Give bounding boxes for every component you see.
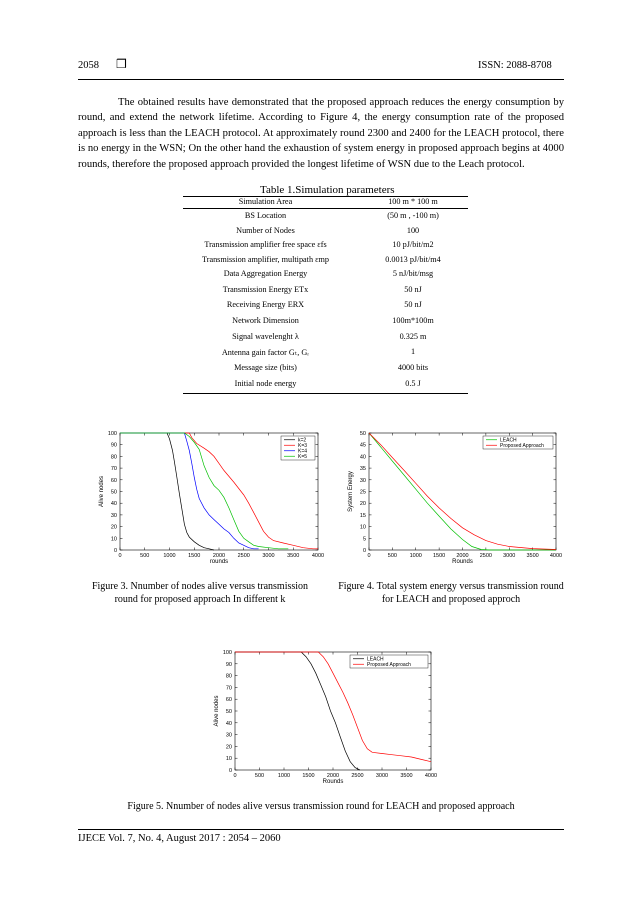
x-tick-label: 3500 bbox=[526, 553, 539, 559]
x-tick-label: 3500 bbox=[400, 773, 413, 779]
table-cell-parameter: Number of Nodes bbox=[236, 225, 295, 235]
y-tick-label: 35 bbox=[359, 466, 366, 473]
table-cell-value: 0.0013 pJ/bit/m4 bbox=[385, 254, 441, 264]
x-tick-label: 2500 bbox=[479, 553, 492, 559]
legend-label: k=2 bbox=[298, 437, 307, 444]
x-tick-label: 2000 bbox=[212, 553, 226, 559]
table-header-row bbox=[183, 197, 468, 209]
table-cell-value: 5 nJ/bit/msg bbox=[392, 269, 434, 278]
y-tick-label: 30 bbox=[225, 732, 232, 739]
x-tick-label: 2000 bbox=[456, 553, 469, 559]
y-tick-label: 70 bbox=[225, 685, 232, 692]
y-tick-label: 25 bbox=[359, 489, 366, 496]
x-axis-label: Rounds bbox=[452, 559, 473, 565]
y-tick-label: 10 bbox=[359, 524, 366, 531]
table-row bbox=[183, 330, 468, 346]
x-tick-label: 4000 bbox=[549, 553, 563, 559]
figure-3-caption: Figure 3. Nnumber of nodes alive versus transmission round for proposed approach In different k bbox=[91, 581, 309, 605]
y-tick-label: 20 bbox=[110, 524, 117, 531]
table-cell-value: 0.5 J bbox=[405, 378, 421, 388]
y-axis-label: Alive nodes bbox=[99, 475, 105, 508]
y-tick-label: 30 bbox=[359, 477, 366, 484]
table-row bbox=[183, 238, 468, 253]
x-tick-label: 0 bbox=[233, 773, 237, 779]
table-cell-parameter: Transmission Energy ETx bbox=[222, 284, 309, 294]
x-tick-label: 4000 bbox=[424, 773, 438, 779]
table-row bbox=[183, 361, 468, 377]
y-tick-label: 80 bbox=[110, 454, 117, 461]
x-tick-label: 500 bbox=[387, 553, 397, 559]
table-cell-parameter: Signal wavelenght λ bbox=[232, 331, 299, 341]
y-tick-label: 0 bbox=[228, 768, 232, 774]
table-cell-value: 100 bbox=[406, 225, 420, 235]
table-cell-parameter: Antenna gain factor Gₜ, Gᵣ bbox=[221, 348, 310, 358]
issn: ISSN: 2088-8708 bbox=[478, 60, 552, 71]
table-cell-parameter: Receiving Energy ERX bbox=[226, 300, 305, 310]
legend-label: K=3 bbox=[298, 443, 308, 450]
legend-label: Proposed Approach bbox=[367, 662, 411, 669]
table-cell-parameter: Message size (bits) bbox=[234, 363, 297, 373]
y-tick-label: 0 bbox=[113, 548, 117, 554]
y-tick-label: 40 bbox=[225, 720, 232, 727]
x-tick-label: 2500 bbox=[351, 773, 364, 779]
footer-citation: IJECE Vol. 7, No. 4, August 2017 : 2054 – 2060 bbox=[78, 833, 281, 844]
table-cell-value: 0.325 m bbox=[399, 331, 427, 341]
table-title: Table 1.Simulation parameters bbox=[260, 184, 395, 196]
y-tick-label: 40 bbox=[359, 454, 366, 461]
x-tick-label: 2000 bbox=[326, 773, 340, 779]
body-paragraph bbox=[78, 95, 564, 172]
y-axis-label: System Energy bbox=[348, 471, 354, 512]
table-cell-value: 50 nJ bbox=[404, 284, 422, 294]
x-axis-label: Rounds bbox=[322, 779, 344, 785]
y-tick-label: 10 bbox=[110, 536, 117, 543]
x-tick-label: 0 bbox=[118, 553, 122, 559]
table-row bbox=[183, 209, 468, 224]
figure-5-chart bbox=[205, 645, 445, 791]
x-axis-label: rounds bbox=[209, 559, 229, 565]
figure-3-chart bbox=[90, 425, 336, 571]
table-cell-parameter: Transmission amplifier, multipath εmp bbox=[202, 254, 329, 264]
table-cell-value: 50 nJ bbox=[404, 300, 422, 310]
table-cell-parameter: Transmission amplifier free space εfs bbox=[204, 240, 327, 249]
y-tick-label: 60 bbox=[225, 697, 232, 704]
table-row bbox=[183, 283, 468, 299]
figure-4-chart bbox=[340, 425, 570, 571]
table-cell-value: 100 m * 100 m bbox=[388, 197, 438, 206]
table-row bbox=[183, 314, 468, 330]
x-tick-label: 500 bbox=[140, 553, 150, 559]
checkbox-symbol-icon: ❒ bbox=[116, 57, 127, 71]
plot-area bbox=[369, 433, 556, 550]
x-tick-label: 1500 bbox=[188, 553, 201, 559]
y-tick-label: 80 bbox=[225, 673, 232, 680]
x-tick-label: 500 bbox=[254, 773, 265, 779]
page-number: 2058 bbox=[78, 60, 99, 71]
y-tick-label: 10 bbox=[225, 756, 232, 763]
legend-label: K=5 bbox=[298, 454, 308, 461]
plot-area bbox=[235, 652, 431, 770]
y-tick-label: 20 bbox=[225, 744, 232, 751]
y-tick-label: 50 bbox=[359, 431, 366, 437]
x-tick-label: 1000 bbox=[163, 553, 176, 559]
table-cell-parameter: Network Dimension bbox=[232, 316, 299, 326]
x-tick-label: 3000 bbox=[375, 773, 389, 779]
table-row bbox=[183, 345, 468, 361]
table-cell-parameter: Simulation Area bbox=[238, 197, 293, 206]
y-tick-label: 0 bbox=[362, 548, 366, 554]
header-rule bbox=[78, 79, 564, 80]
figure-4-caption: Figure 4. Total system energy versus transmission round for LEACH and proposed approch bbox=[338, 581, 564, 605]
table-row bbox=[183, 298, 468, 314]
table-cell-value: (50 m , -100 m) bbox=[387, 211, 439, 220]
y-tick-label: 45 bbox=[359, 442, 366, 449]
x-tick-label: 4000 bbox=[311, 553, 325, 559]
y-tick-label: 5 bbox=[362, 536, 366, 543]
x-tick-label: 1500 bbox=[433, 553, 446, 559]
y-tick-label: 50 bbox=[110, 489, 117, 496]
table-cell-parameter: Initial node energy bbox=[234, 378, 297, 388]
y-tick-label: 100 bbox=[107, 431, 117, 437]
y-axis-label: Alive nodes bbox=[214, 695, 220, 727]
x-tick-label: 3000 bbox=[262, 553, 275, 559]
legend-label: LEACH bbox=[500, 437, 517, 444]
table-row bbox=[183, 377, 468, 393]
paragraph-text: The obtained results have demonstrated that the proposed approach reduces the energy consumption by round, and extend the network lifetime. According to Figure 4, the energy consumption rate of the proposed approach is less than the LEACH protocol. At approximately round 2300 and 2400 for the LEACH protocol, there is no energy in the WSN; On the other hand the exhaustion of system energy in proposed approach begins at 4000 rounds, therefore the proposed approach provided the longest lifetime of WSN due to the Leach protocol. bbox=[78, 97, 564, 170]
table-cell-value: 1 bbox=[410, 347, 416, 357]
y-tick-label: 20 bbox=[359, 501, 366, 508]
table-cell-value: 4000 bits bbox=[397, 363, 429, 373]
y-tick-label: 100 bbox=[222, 650, 232, 656]
y-tick-label: 70 bbox=[110, 466, 117, 473]
legend-label: LEACH bbox=[367, 656, 384, 663]
legend-label: Proposed Approach bbox=[500, 443, 544, 450]
y-tick-label: 90 bbox=[110, 442, 117, 449]
y-tick-label: 40 bbox=[110, 501, 117, 508]
x-tick-label: 1000 bbox=[277, 773, 291, 779]
table-cell-parameter: BS Location bbox=[244, 211, 287, 220]
parameters-table bbox=[183, 196, 468, 394]
table-cell-parameter: Data Aggregation Energy bbox=[223, 269, 308, 278]
x-tick-label: 1500 bbox=[302, 773, 315, 779]
footer-rule bbox=[78, 829, 564, 830]
x-tick-label: 2500 bbox=[237, 553, 250, 559]
x-tick-label: 0 bbox=[367, 553, 371, 559]
legend-label: K=4 bbox=[298, 448, 308, 455]
table-cell-value: 100m*100m bbox=[392, 316, 434, 326]
y-tick-label: 60 bbox=[110, 477, 117, 484]
table-row bbox=[183, 253, 468, 268]
y-tick-label: 50 bbox=[225, 709, 232, 715]
y-tick-label: 15 bbox=[359, 512, 366, 519]
y-tick-label: 90 bbox=[225, 661, 232, 668]
x-tick-label: 3000 bbox=[503, 553, 516, 559]
y-tick-label: 30 bbox=[110, 512, 117, 519]
table-cell-value: 10 pJ/bit/m2 bbox=[392, 240, 434, 249]
table-row bbox=[183, 224, 468, 239]
x-tick-label: 1000 bbox=[409, 553, 422, 559]
table-row bbox=[183, 267, 468, 283]
figure-5-caption: Figure 5. Nnumber of nodes alive versus transmission round for LEACH and proposed approach bbox=[127, 801, 515, 812]
x-tick-label: 3500 bbox=[287, 553, 300, 559]
